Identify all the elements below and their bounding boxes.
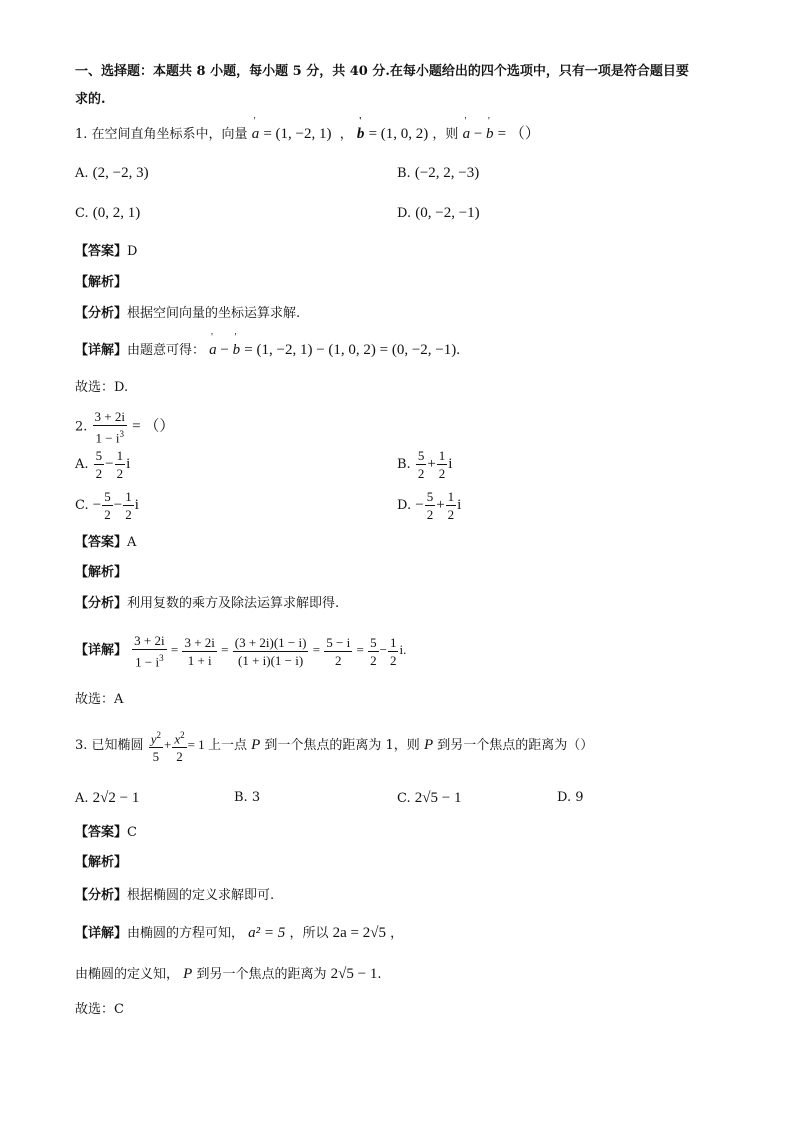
vector-b-value: = (1, 0, 2) — [368, 126, 429, 142]
q2-option-d[interactable]: D. − $\frac{5}{2}$ + $\frac{1}{2}$ i — [397, 489, 462, 523]
section-heading-line2: 求的. — [75, 92, 106, 107]
q1-answer: 【答案】D — [75, 244, 138, 259]
q1-choose: 故选：D. — [75, 380, 129, 395]
vector-b: ' b — [357, 124, 365, 144]
q3-answer: 【答案】C — [75, 825, 137, 840]
q2-option-b[interactable]: B. $\frac{5}{2}$ + $\frac{1}{2}$ i — [397, 448, 453, 482]
q1-option-c[interactable] — [75, 203, 140, 224]
q3-option-c[interactable]: C. 2√5 − 1 — [397, 790, 462, 806]
q3-option-a[interactable]: A. 2√2 − 1 — [75, 790, 140, 806]
q2-answer: 【答案】A — [75, 535, 137, 550]
question-2-stem: 2. $\frac{3 + 2i}{1 - i^3}$ = （） — [75, 409, 175, 446]
q3-option-d[interactable]: D. 9 — [557, 790, 584, 805]
q3-jiexi: 【解析】 — [75, 855, 128, 870]
q1-ask-end: = （） — [497, 126, 540, 142]
option-value: (0, 2, 1) — [92, 205, 141, 221]
q3-analysis: 【分析】根据椭圆的定义求解即可. — [75, 888, 275, 903]
q3-choose: 故选：C — [75, 1002, 124, 1017]
q1-prefix: 1. 在空间直角坐标系中，向量 — [75, 127, 248, 142]
q1-ask: ，则 — [432, 127, 459, 142]
q1-option-a[interactable] — [75, 163, 149, 184]
question-3-stem: 3. 已知椭圆 $\frac{y^2}{5}$ + $\frac{x^2}{2}$ = 1 上一点 P 到一个焦点的距离为 1，则 P 到另一个焦点的距离为（） — [75, 725, 593, 766]
q1-option-b[interactable] — [397, 163, 479, 184]
q1-jiexi: 【解析】 — [75, 275, 128, 290]
option-value: (0, −2, −1) — [415, 205, 480, 221]
question-1-stem: 1. 在空间直角坐标系中，向量 ' a = (1, −2, 1) ， ' b = (1, 0, 2) ，则 ' a − ' b = （） — [75, 124, 540, 145]
option-label: B. — [397, 166, 411, 181]
q2-choose: 故选：A — [75, 692, 124, 707]
q3-option-b[interactable]: B. 3 — [234, 790, 261, 805]
q1-analysis: 【分析】根据空间向量的坐标运算求解. — [75, 306, 301, 321]
vector-a-value: = (1, −2, 1) — [263, 126, 332, 142]
option-label: D. — [397, 206, 412, 221]
q1-detail: 【详解】由题意可得： ' a − ' b = (1, −2, 1) − (1, 0, 2) = (0, −2, −1). — [75, 340, 460, 361]
q1-option-d[interactable] — [397, 203, 480, 224]
q3-detail: 【详解】由椭圆的方程可知， a² = 5 ，所以 2a = 2√5 ， — [75, 925, 404, 941]
vector-a: ' a — [252, 124, 260, 144]
q2-jiexi: 【解析】 — [75, 565, 128, 580]
q3-detail-line2: 由椭圆的定义知， P 到另一个焦点的距离为 2√5 − 1. — [75, 966, 382, 982]
q2-detail: 【详解】 $\frac{3 + 2i}{1 - i^3}$ = $\frac{3 + 2i}{1 + i}$ = $\frac{(3 + 2i)(1 - i)}{(1 + i)(1 - i)}$ = $\frac{5 - i}{2}$ = $\frac{5}{2}$ − $\frac{1}{2}$ i. — [75, 632, 407, 670]
section-heading-line1: 一、选择题：本题共 8 小题，每小题 5 分，共 40 分.在每小题给出的四个选项中，只有一项是符合题目要 — [75, 64, 689, 79]
q2-option-c[interactable]: C. − $\frac{5}{2}$ − $\frac{1}{2}$ i — [75, 489, 139, 523]
option-label: A. — [75, 166, 89, 181]
option-value: (2, −2, 3) — [92, 165, 149, 181]
option-label: C. — [75, 206, 89, 221]
q2-analysis: 【分析】利用复数的乘方及除法运算求解即得. — [75, 596, 340, 611]
q2-option-a[interactable]: A. $\frac{5}{2}$ − $\frac{1}{2}$ i — [75, 448, 131, 482]
option-value: (−2, 2, −3) — [414, 165, 480, 181]
